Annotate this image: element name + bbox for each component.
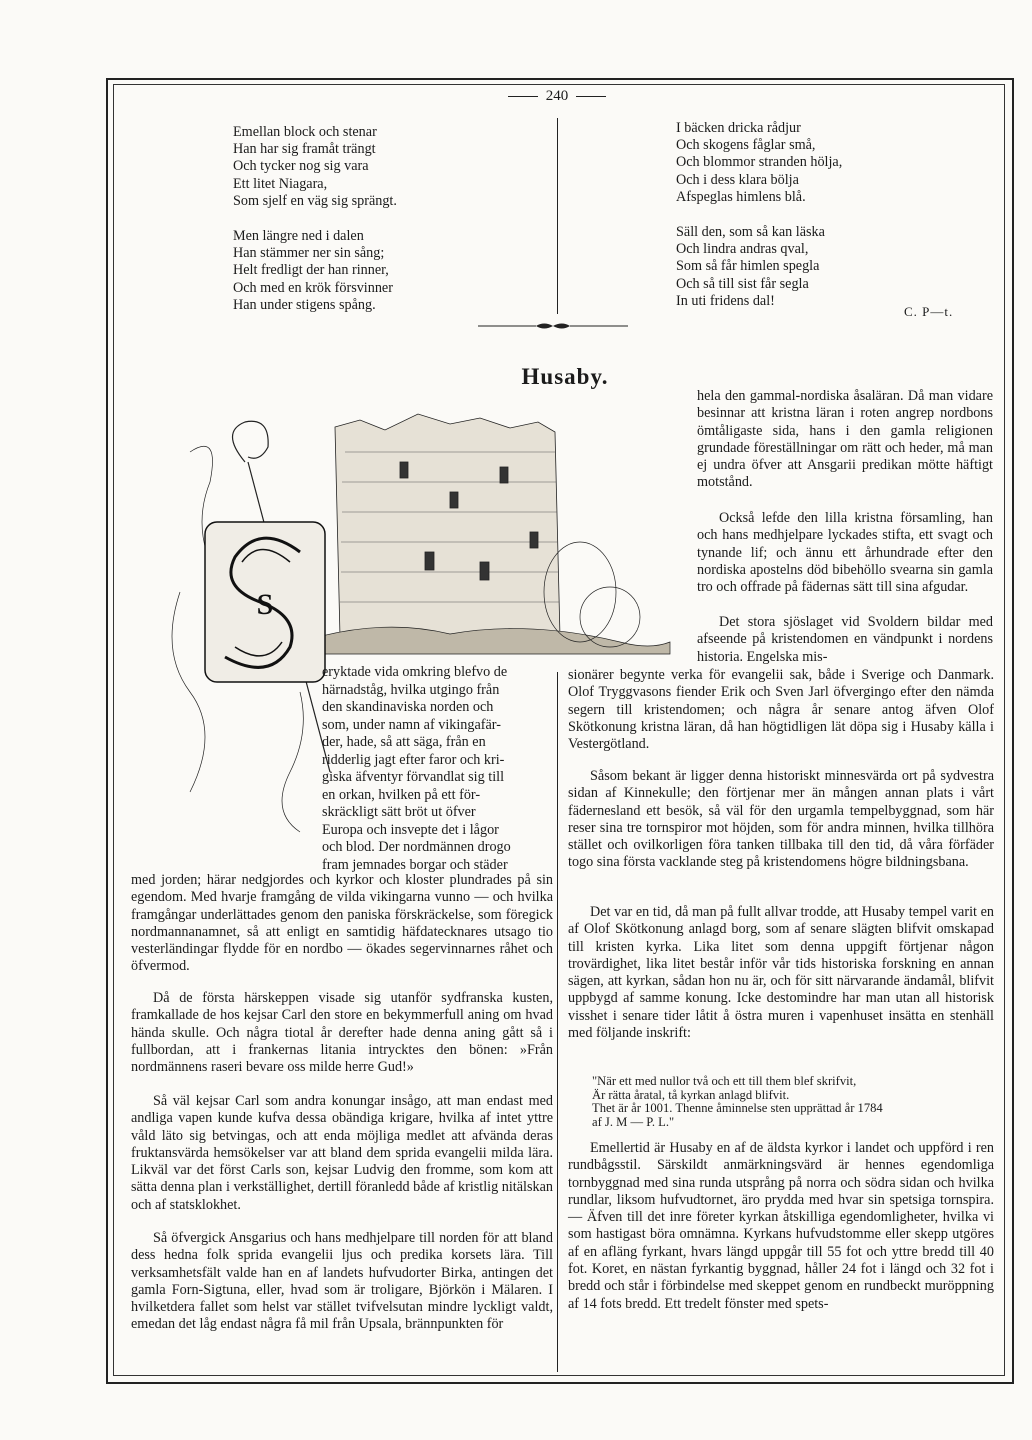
right-paragraph-3a: Det stora sjöslaget vid Svoldern bildar med afseende på kristendomen en vändpunkt i nordens historia. Engelska mis- xyxy=(697,614,993,665)
section-divider-ornament xyxy=(478,320,628,332)
article-opening-lines: eryktade vida omkring blefvo de härnadståg, hvilka utgingo från den skandinaviska norden och som, under namn af vikingafär- der, hade, så att säga, från en ridderlig jagt efter faror och kri- giska äfventyr förvandlat sig till en orkan, hvilken på ett för- skräckligt sätt bröt ut öfver Europa och insvepte det i lågor och blod. Der nordmännen drogo fram jemnades borgar och städer xyxy=(322,664,511,873)
left-paragraph-3: Så väl kejsar Carl som andra konungar insågo, att man endast med andliga vapen kunde kufva dessa obändiga krigare, hvilka af intet yttre våld läto sig betvingas, och att enda möjliga medlet att afvända deras fruktansvärda hemsökelser var att bland dem sprida evangelii milda lära. Likväl var det först Carls son, kejsar Ludvig den fromme, som kom att sätta denna plan i verkställighet, dertill föranledd både af kristlig nitälskan och af statsklokhet. xyxy=(131,1093,553,1213)
poem-column-rule xyxy=(557,118,558,314)
right-paragraph-4: Såsom bekant är ligger denna historiskt minnesvärda ort på sydvestra sidan af Kinnekulle; den förtjenar mer än mången annan plats i vårt fädernesland ett besök, så väl för den urgamla tempelbyggnad, som här reser sina tre tornspiror mot höjden, som för andra minnen, hvilka tillhöra stället och ovilkorligen föra tanken tillbaka till den tid, då våra förfäder togo sina första vacklande steg på kristendomens högre bildningsbana. xyxy=(568,768,994,871)
right-paragraph-5: Det var en tid, då man på fullt allvar trodde, att Husaby tempel varit en af Olof Skötkonung anlagd borg, som af senare slägten blifvit omskapad till kristen kyrka. Lika litet som denna uppgift förtjenar någon trovärdighet, lika litet består inför vår tids historiska forskning en annan sägen, att kyrkan, sådan hon nu är, och för sitt närvarande ändamål, blifvit uppbygd af samme konung. Icke destomindre har man utan all historisk visshet i senare tider låtit å östra muren i vapenhuset insätta en stenhäll med följande inskrift: xyxy=(568,904,994,1042)
inscription-quote: "När ett med nullor två och ett till them blef skrifvit, Är rätta åratal, tå kyrkan anlagd blifvit. Thet är år 1001. Thenne åminnelse sten upprättad år 1784 af J. M — P. L." xyxy=(592,1074,883,1129)
poem-right-stanza-1: I bäcken dricka rådjur Och skogens fåglar små, Och blommor stranden hölja, Och i dess klara bölja Afspeglas himlens blå. xyxy=(676,120,843,205)
poem-left-stanza-2: Men längre ned i dalen Han stämmer ner sin sång; Helt fredligt der han rinner, Och med en krök försvinner Han under stigens spång. xyxy=(233,228,393,313)
right-paragraph-3b: sionärer begynte verka för evangelii sak, både i Sverige och Danmark. Olof Tryggvasons fiender Erik och Sven Jarl öfvergingo efter den nämda segern till kristendomen; och några år senare antog äfven Olof Skötkonung kristna läran, då han högtidligen lät döpa sig i Husaby källa i Vestergötland. xyxy=(568,667,994,753)
poem-right-stanza-2: Säll den, som så kan läska Och lindra andras qval, Som så får himlen spegla Och så till sist får segla In uti fridens dal! xyxy=(676,224,825,309)
left-paragraph-2: Då de första härskeppen visade sig utanför sydfranska kusten, framkallade de hos kejsar Carl den store en bekymmerfull aning om hvad hända skulle. Och några tiotal år derefter hade denna aning gått så i fullbordan, att i frankernas litania intrycktes den bönen: »Från nordmännens raseri bevare oss milde herre Gud!» xyxy=(131,990,553,1076)
page-number: 240 xyxy=(498,88,616,105)
left-paragraph-4: Så öfvergick Ansgarius och hans medhjelpare till norden för att bland dess hedna folk sprida evangelii ljus och predika korsets lära. Till verksamhetsfält valde han en af landets hufvudorter Birka, antingen det gamla Forn-Sigtuna, eller, hvad som är troligare, Björkön i Mälaren. I hvilketdera fallet som helst var stället tvifvelsutan mindre lyckligt valdt, emedan det låg endast några få mil från Upsala, brännpunkten för xyxy=(131,1230,553,1333)
initial-letter: S xyxy=(256,588,274,621)
poem-signature: C. P—t. xyxy=(904,304,954,319)
right-paragraph-2: Också lefde den lilla kristna församling, han och hans medhjelpare lyckades stifta, ett svagt och tynande lif; och ännu ett århundrade efter den nordiska apostelns död bibehöllo svearna sin gamla tro och offrade på fädernas sätt till sina afgudar. xyxy=(697,510,993,596)
left-paragraph-1: med jorden; härar nedgjordes och kyrkor och kloster plundrades på sin egendom. Med hvarje framgång de vilda vikingarna vunno — och hvilka framgångar underlättades genom den paniska förskräckelse, som föregick nordmannanamnet, så att enligt en samtidig häfdatecknares utsago tio vesterländingar flydde för en nordbo — ökades segervinnarnes råhet och öfvermod. xyxy=(131,872,553,975)
article-title: Husaby. xyxy=(521,364,609,389)
ruin-tower xyxy=(335,414,560,637)
right-paragraph-6: Emellertid är Husaby en af de äldsta kyrkor i landet och uppförd i ren rundbågsstil. Särskildt anmärkningsvärd är hennes egendomliga tornbyggnad med sina runda utsprång på norra och södra sidan och hvilka rundlar, liksom hufvudtornet, äro prydda med hvar sin spetsiga tornspira. — Äfven till det inre företer kyrkan åtskilliga egendomligheter, hvilka vi som hastigast böra omnämna. Kyrkans hufvudstomme eller skepp utgöres af en afläng fyrkant, hvars längd uppgår till 55 fot och yttre bredd till 40 fot. Koret, en nästan fyrkantig byggnad, håller 24 fot i längd och 32 fot i bredd och står i förbindelse med skeppet genom en rundbeckt muröppning af 14 fots bredd. Ett tredelt fönster med spets- xyxy=(568,1140,994,1312)
poem-left-stanza-1: Emellan block och stenar Han har sig framåt trängt Och tycker nog sig vara Ett litet Niagara, Som sjelf en väg sig sprängt. xyxy=(233,124,397,209)
right-paragraph-1: hela den gammal-nordiska åsaläran. Då man vidare besinnar att kristna läran i roten angrep nordbons ömtåligaste sida, hans i den gamla religionen grundade föreställningar om rätt och heder, må man ej undra öfver att Ansgarii predikan mötte häftigt motstånd. xyxy=(697,388,993,491)
